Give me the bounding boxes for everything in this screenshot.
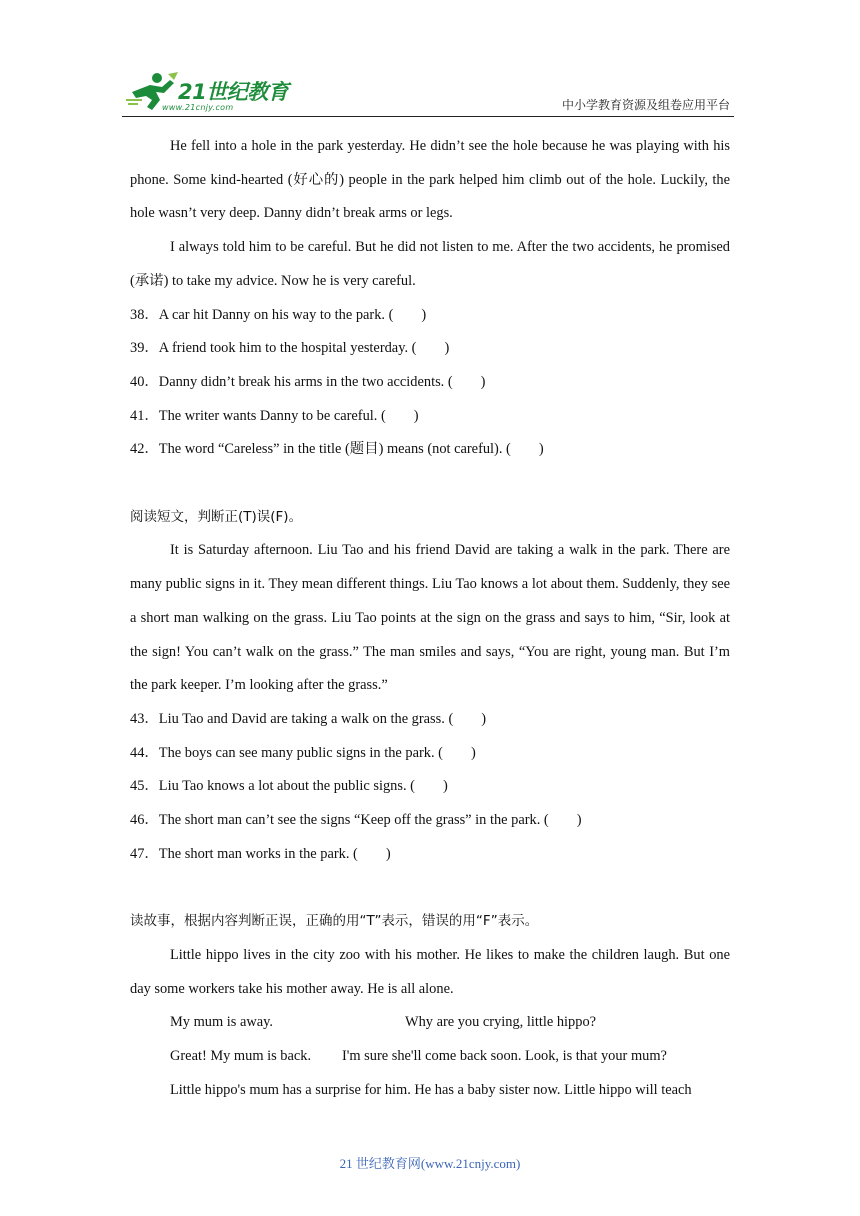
question-text: The boys can see many public signs in the park. ( [158,744,443,761]
question-number: 39． [130,340,159,357]
logo-url: www.21cnjy.com [162,103,234,112]
question-close-paren: ) [480,373,486,390]
question-number: 44． [130,744,159,761]
question-38 [130,299,730,333]
passage1-paragraph-1: He fell into a hole in the park yesterday. He didn’t see the hole because he was playing with his phone. Some kind-hearted (好心的) people in the park helped him climb out of the hole. Luckily, the hole wasn’t very deep. Danny didn’t break arms or legs. [130,138,730,222]
question-text: The word “Careless” in the title (题目) means (not careful). ( [158,441,511,458]
question-text: Liu Tao knows a lot about the public signs. ( [158,778,415,795]
question-42 [130,433,730,467]
dialogue-line [130,1040,730,1074]
section-spacer [130,871,730,905]
dialogue-line [130,1006,730,1040]
question-43 [130,703,730,737]
question-close-paren: ) [444,340,450,357]
question-close-paren: ) [538,441,544,458]
dialogue-right: Why are you crying, little hippo? [405,1014,597,1031]
page-header [122,66,734,117]
question-number: 47． [130,845,159,862]
question-number: 40． [130,373,159,390]
question-44 [130,737,730,771]
section-spacer [130,467,730,501]
passage1-paragraph-2: I always told him to be careful. But he did not listen to me. After the two accidents, he promised (承诺) to take my advice. Now he is very careful. [130,239,730,289]
passage2-instruction: 阅读短文，判断正(T)误(F)。 [130,508,303,525]
question-number: 41． [130,407,159,424]
question-46 [130,804,730,838]
question-number: 42． [130,441,159,458]
passage2-paragraph: It is Saturday afternoon. Liu Tao and his friend David are taking a walk in the park. There are many public signs in it. They mean different things. Liu Tao knows a lot about them. Suddenly, they see a short man walking on the grass. Liu Tao points at the sign on the grass and says to him, “Sir, look at the sign! You can’t walk on the grass.” The man smiles and says, “You are right, young man. But I’m the park keeper. I’m looking after the grass.” [130,542,730,694]
question-close-paren: ) [576,812,582,829]
passage3-instruction: 读故事，根据内容判断正误，正确的用“T”表示，错误的用“F”表示。 [130,913,539,930]
passage3-paragraph: Little hippo lives in the city zoo with his mother. He likes to make the children laugh. But one day some workers take his mother away. He is all alone. [130,946,730,997]
logo [122,66,302,114]
question-close-paren: ) [385,845,391,862]
question-number: 38． [130,306,159,323]
question-47 [130,838,730,872]
question-number: 46． [130,812,159,829]
question-41 [130,400,730,434]
question-text: A car hit Danny on his way to the park. ( [158,306,394,323]
page-footer: 21 世纪教育网(www.21cnjy.com) [339,1156,521,1171]
passage3-last-line: Little hippo's mum has a surprise for him. He has a baby sister now. Little hippo will teach [170,1081,692,1098]
question-number: 43． [130,710,159,727]
header-platform-text: 中小学教育资源及组卷应用平台 [561,98,730,112]
question-close-paren: ) [470,744,476,761]
question-close-paren: ) [421,306,427,323]
question-40 [130,366,730,400]
question-number: 45． [130,778,159,795]
question-text: The short man can’t see the signs “Keep off the grass” in the park. ( [158,812,549,829]
document-body [130,130,730,1107]
question-close-paren: ) [481,710,487,727]
question-text: A friend took him to the hospital yesterday. ( [158,340,417,357]
logo-text: 21世纪教育 [178,80,289,104]
question-text: The writer wants Danny to be careful. ( [158,407,386,424]
dialogue-left: My mum is away. [170,1014,273,1031]
question-39 [130,332,730,366]
dialogue-right: I'm sure she'll come back soon. Look, is that your mum? [342,1047,667,1064]
question-close-paren: ) [413,407,419,424]
question-text: The short man works in the park. ( [158,845,358,862]
question-45 [130,770,730,804]
dialogue-left: Great! My mum is back. [170,1047,312,1064]
question-text: Liu Tao and David are taking a walk on the grass. ( [158,710,454,727]
question-text: Danny didn’t break his arms in the two accidents. ( [158,373,453,390]
question-close-paren: ) [442,778,448,795]
